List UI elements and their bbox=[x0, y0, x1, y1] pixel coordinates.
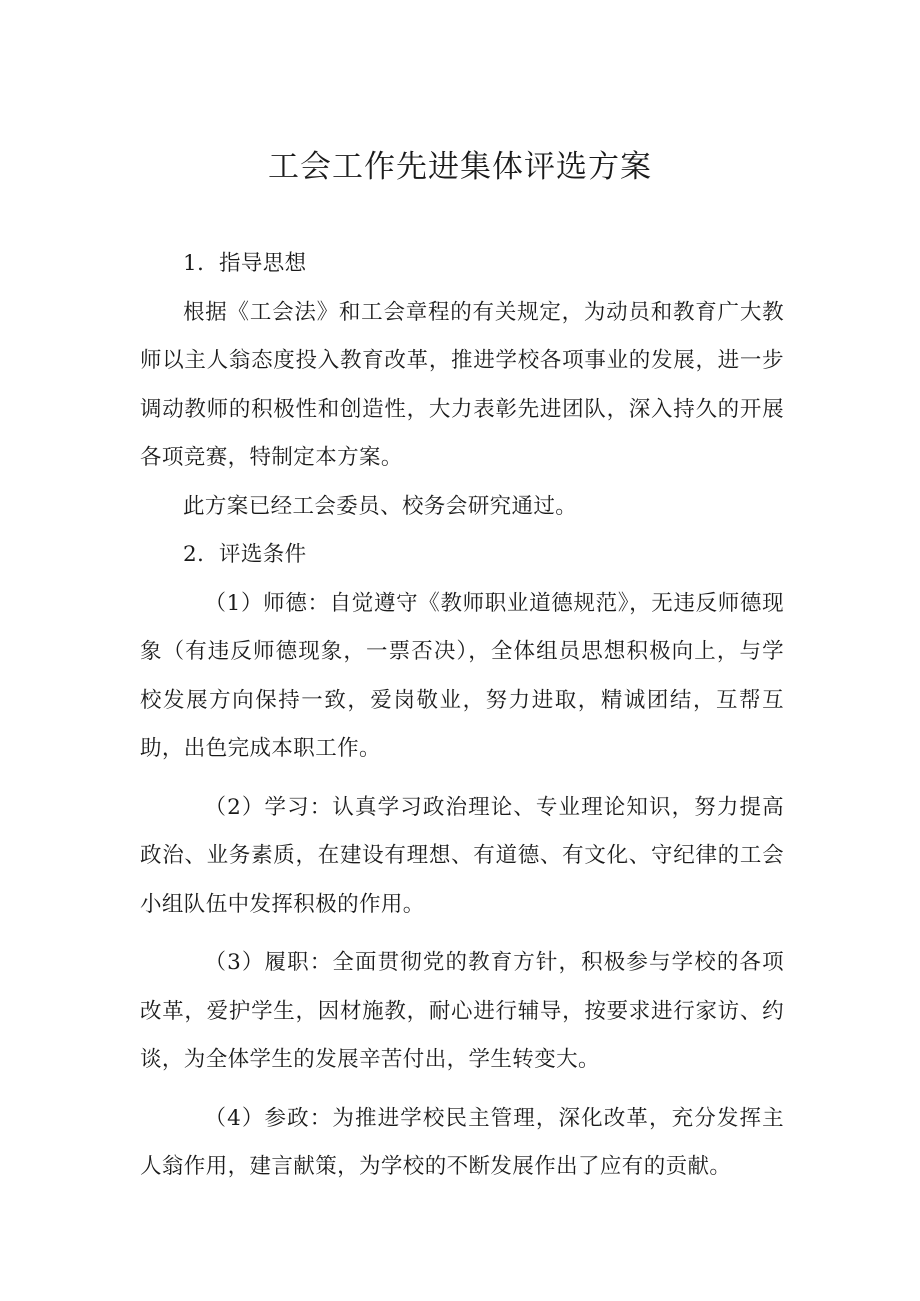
document-body bbox=[140, 240, 784, 1192]
criteria-item-study: （2）学习：认真学习政治理论、专业理论知识，努力提高政治、业务素质，在建设有理想、有道德、有文化、守纪律的工会小组队伍中发挥积极的作用。 bbox=[140, 794, 784, 917]
section-heading-guiding-thought: 1．指导思想 bbox=[183, 251, 307, 276]
criteria-item-duty: （3）履职：全面贯彻党的教育方针，积极参与学校的各项改革，爱护学生，因材施教，耐心进行辅导，按要求进行家访、约谈，为全体学生的发展辛苦付出，学生转变大。 bbox=[140, 950, 784, 1072]
criteria-item-ethics: （1）师德：自觉遵守《教师职业道德规范》，无违反师德现象（有违反师德现象，一票否决），全体组员思想积极向上，与学校发展方向保持一致，爱岗敬业，努力进取，精诚团结，互帮互助，出色完成本职工作。 bbox=[140, 590, 784, 761]
paragraph-approval: 此方案已经工会委员、校务会研究通过。 bbox=[183, 493, 578, 519]
section-heading-criteria: 2．评选条件 bbox=[183, 542, 307, 567]
document-title: 工会工作先进集体评选方案 bbox=[268, 149, 652, 185]
paragraph-purpose: 根据《工会法》和工会章程的有关规定，为动员和教育广大教师以主人翁态度投入教育改革，推进学校各项事业的发展，进一步调动教师的积极性和创造性，大力表彰先进团队，深入持久的开展各项竞赛，特制定本方案。 bbox=[140, 299, 784, 470]
criteria-item-participation: （4）参政：为推进学校民主管理，深化改革，充分发挥主人翁作用，建言献策，为学校的不断发展作出了应有的贡献。 bbox=[140, 1105, 784, 1179]
